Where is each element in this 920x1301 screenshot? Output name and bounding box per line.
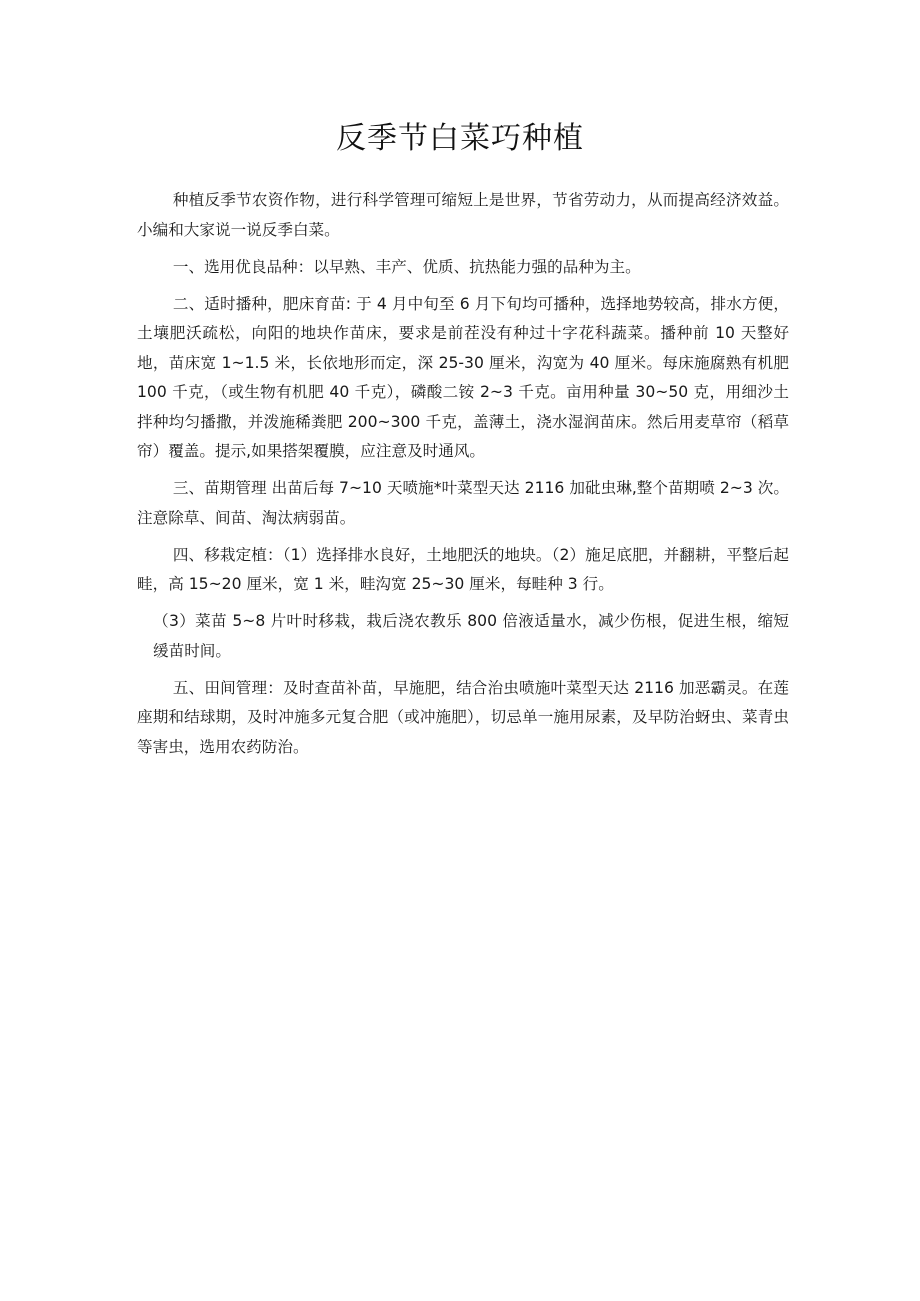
paragraph-seedling-management: 三、苗期管理 出苗后每 7~10 天喷施*叶菜型天达 2116 加砒虫琳,整个苗期喷 2~3 次。注意除草、间苗、淘汰病弱苗。 xyxy=(137,479,789,527)
document-title: 反季节白菜巧种植 xyxy=(336,121,584,156)
paragraph-transplanting: 四、移栽定植：（1）选择排水良好，土地肥沃的地块。（2）施足底肥，并翻耕，平整后起畦，高 15~20 厘米，宽 1 米，畦沟宽 25~30 厘米，每畦种 3 行。 xyxy=(137,545,789,593)
paragraph-variety-selection: 一、选用优良品种：以早熟、丰产、优质、抗热能力强的品种为主。 xyxy=(172,257,641,276)
paragraph-sowing: 二、适时播种，肥床育苗: 于 4 月中旬至 6 月下旬均可播种，选择地势较高，排水方便，土壤肥沃疏松，向阳的地块作苗床，要求是前茬没有种过十字花科蔬菜。播种前 10 天整好地，苗床宽 1~1.5 米，长依地形而定，深 25-30 厘米，沟宽为 40 厘米。每床施腐熟有机肥 100 千克，（或生物有机肥 40 千克），磷酸二铵 2~3 千克。亩用种量 30~50 克，用细沙土拌种均匀播撒，并泼施稀粪肥 200~300 千克，盖薄土，浇水湿润苗床。然后用麦草帘（稻草帘）覆盖。提示,如果搭架覆膜，应注意及时通风。 xyxy=(137,294,789,460)
paragraph-transplanting-step-3: （3）菜苗 5~8 片叶时移栽，栽后浇农教乐 800 倍液适量水，减少伤根，促进生根，缩短缓苗时间。 xyxy=(153,612,789,660)
paragraph-intro: 种植反季节农资作物，进行科学管理可缩短上是世界，节省劳动力，从而提高经济效益。小编和大家说一说反季白菜。 xyxy=(137,191,789,239)
paragraph-field-management: 五、田间管理：及时查苗补苗，早施肥，结合治虫喷施叶菜型天达 2116 加恶霸灵。在莲座期和结球期，及时冲施多元复合肥（或冲施肥），切忌单一施用尿素，及早防治蚜虫、菜青虫等害虫，选用农药防治。 xyxy=(137,678,789,756)
document-body xyxy=(137,186,789,770)
